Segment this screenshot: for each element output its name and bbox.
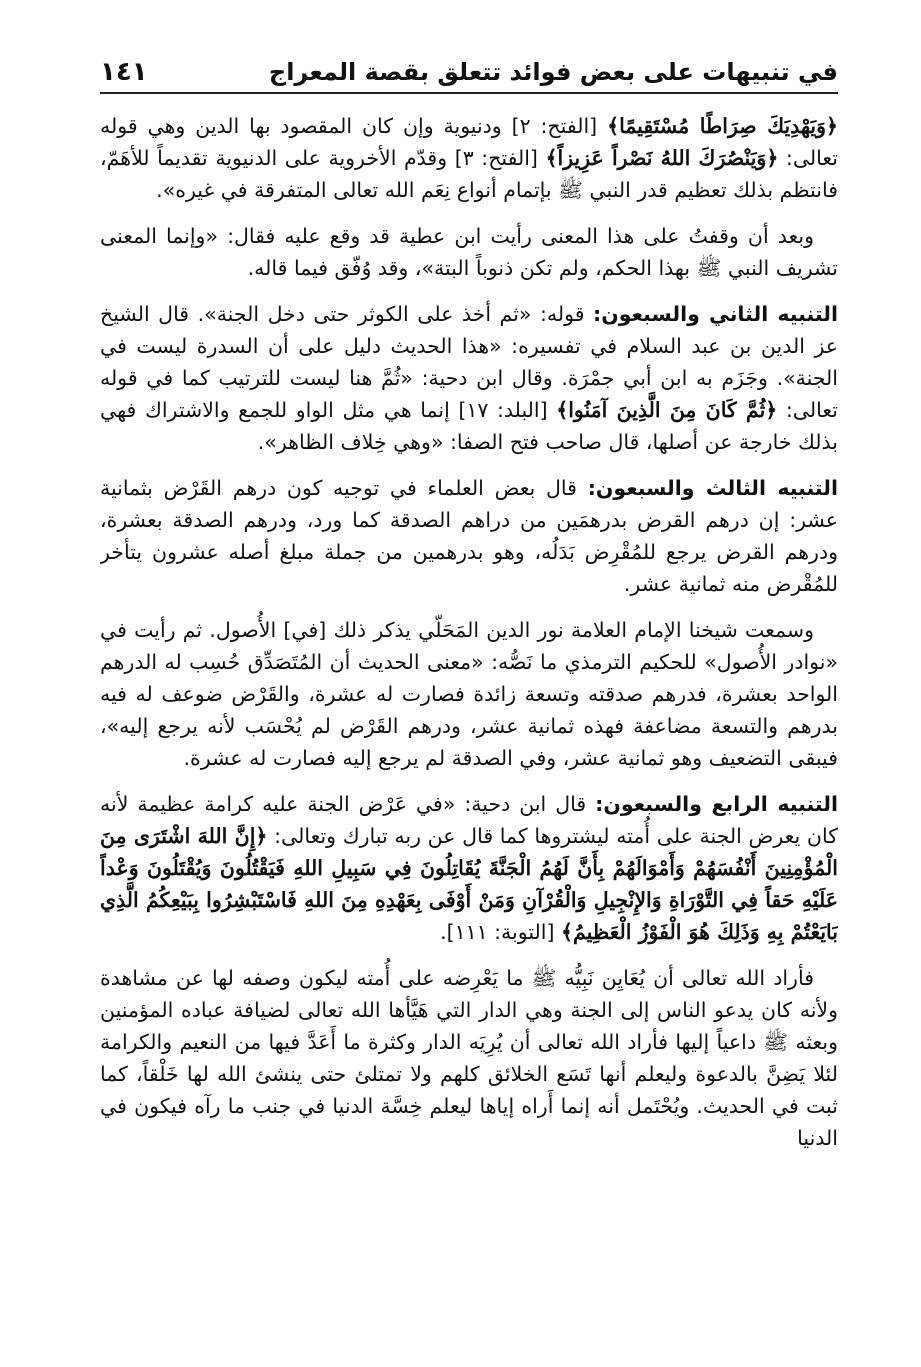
text-run: وسمعت شيخنا الإمام العلامة نور الدين المَحَلّي يذكر ذلك [في] الأُصول. ثم رأيت في «نوادر الأُصول» للحكيم الترمذي ما نَصُّه: «معنى الحديث أن المُتَصَدِّق حُسِب له الدرهم الواحد بعشرة، فدرهم صدقته وتسعة زائدة فصارت له عشرة، والقَرْض ضوعف له فيه بدرهم والتسعة مضاعفة فهذه ثمانية عشر، ودرهم القَرْض لم يُحْسَب لأنه يرجع إليه»، فيبقى التضعيف وهو ثمانية عشر، وفي الصدقة لم يرجع إليه فصارت له عشرة. [100, 618, 838, 770]
body-text [100, 110, 838, 1347]
section-heading: التنبيه الثاني والسبعون: [593, 302, 838, 326]
text-run: قوله: «ثم أخذ على الكوثر حتى دخل الجنة». قال الشيخ عز الدين بن عبد السلام في تفسيره: «هذا الحديث دليل على أن السدرة ليست في الجنة». وجَزَم به ابن أبي جمْرَة. وقال ابن دحية: «ثُمَّ هنا ليست للترتيب كما في قوله تعالى: [100, 302, 838, 422]
page-header [100, 52, 838, 94]
paragraph-p3 [100, 298, 838, 458]
text-run: قال ابن دحية: «في عَرْض الجنة عليه كرامة عظيمة لأنه كان يعرض الجنة على أُمته ليشتروها كما قال عن ربه تبارك وتعالى: [100, 792, 838, 848]
running-title: في تنبيهات على بعض فوائد تتعلق بقصة المعراج [268, 58, 838, 86]
text-run: [التوبة: ١١١]. [440, 920, 561, 944]
paragraph-p6 [100, 788, 838, 948]
text-run: [الفتح: ٢] ودنيوية وإن كان المقصود بها الدين وهي قوله تعالى: [100, 114, 838, 170]
quran-verse: ﴿وَيَهْدِيَكَ صِرَاطًا مُسْتَقِيمًا﴾ [607, 114, 838, 138]
paragraph-p5 [100, 614, 838, 774]
quran-verse: ﴿وَيَنْصُرَكَ اللهُ نَصْراً عَزِيزاً﴾ [545, 146, 779, 170]
paragraph-p2 [100, 220, 838, 284]
section-heading: التنبيه الرابع والسبعون: [595, 792, 838, 816]
paragraph-p4 [100, 472, 838, 600]
quran-verse: ﴿إِنَّ اللهَ اشْتَرَى مِنَ الْمُؤْمِنِينَ أَنْفُسَهُمْ وَأَمْوَالَهُمْ بِأَنَّ لَهُمُ الْجَنَّةَ يُقَاتِلُونَ فِي سَبِيلِ اللهِ فَيَقْتُلُونَ وَيُقْتَلُونَ وَعْداً عَلَيْهِ حَقاً فِي التَّوْرَاةِ وَالإِنْجِيلِ وَالْقُرْآنِ وَمَنْ أَوْفَى بِعَهْدِهِ مِنَ اللهِ فَاسْتَبْشِرُوا بِبَيْعِكُمُ الَّذِي بَايَعْتُمْ بِهِ وَذَلِكَ هُوَ الْفَوْزُ الْعَظِيمُ﴾ [100, 824, 838, 944]
text-run: [الفتح: ٣] وقدّم الأخروية على الدنيوية تقديماً للأهَمّ، فانتظم بذلك تعظيم قدر النبي ﷺ بإتمام أنواع نِعَم الله تعالى المتفرقة في غيره». [100, 146, 838, 202]
section-heading: التنبيه الثالث والسبعون: [587, 476, 838, 500]
page-number: ١٤١ [100, 57, 148, 87]
paragraph-p1 [100, 110, 838, 206]
text-run: فأراد الله تعالى أن يُعَايِن نَبِيُّه ﷺ ما يَعْرِضه على أُمته ليكون وصفه لها عن مشاهدة ولأنه كان يدعو الناس إلى الجنة وهي الدار التي هَيَّأها الله تعالى لضيافة عباده المؤمنين وبعثه ﷺ داعياً إليها فأراد الله تعالى أن يُرِيَه الدار وكثرة ما أَعَدَّ فيها من النعيم والكرامة لئلا يَضِنَّ بالدعوة وليعلم أنها تَسَع الخلائق كلهم ولا تمتلئ حتى ينشئ الله لها خَلْقاً، كما ثبت في الحديث. ويُحْتَمل أنه إنما أَراه إياها ليعلم خِسَّة الدنيا في جنب ما رآه فيكون في الدنيا [100, 966, 838, 1150]
paragraph-p7 [100, 962, 838, 1154]
text-run: قال بعض العلماء في توجيه كون درهم القَرْض بثمانية عشر: إن درهم القرض بدرهمَين من دراهم الصدقة كما ورد، ودرهم الصدقة بعشرة، ودرهم القرض يرجع للمُقْرِض بَدَلُه، وهو بدرهمين من جملة مبلغ أصله عشرون يتأخر للمُقْرض منه ثمانية عشر. [100, 476, 838, 596]
quran-verse: ﴿ثُمَّ كَانَ مِنَ الَّذِينَ آمَنُوا﴾ [556, 398, 778, 422]
text-run: [البلد: ١٧] إنما هي مثل الواو للجمع والاشتراك فهي بذلك خارجة عن أصلها، قال صاحب فتح الصفا: «وهي خِلاف الظاهر». [100, 398, 838, 454]
text-run: وبعد أن وقفتُ على هذا المعنى رأيت ابن عطية قد وقع عليه فقال: «وإنما المعنى تشريف النبي ﷺ بهذا الحكم، ولم تكن ذنوباً البتة»، وقد وُفّق فيما قاله. [100, 224, 838, 280]
